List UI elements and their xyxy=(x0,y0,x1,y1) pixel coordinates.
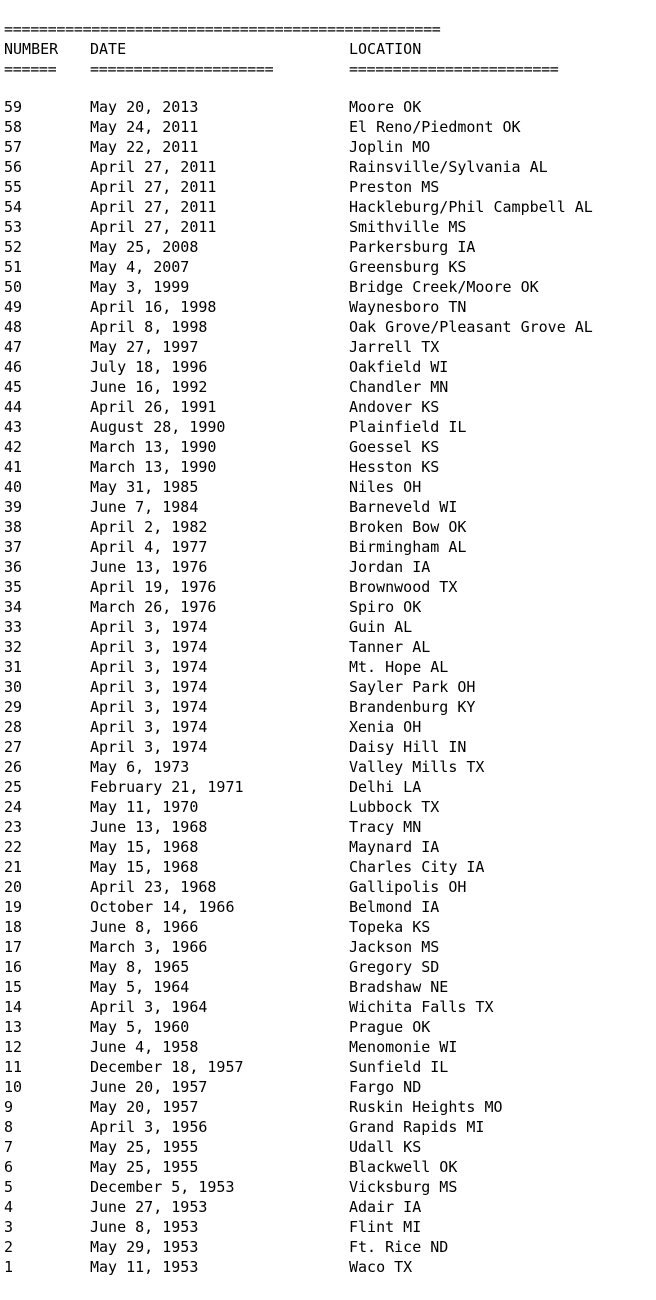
row-location: Flint MI xyxy=(349,1218,422,1236)
row-date: May 31, 1985 xyxy=(90,478,199,496)
row-date: June 13, 1976 xyxy=(90,558,208,576)
row-date: May 5, 1964 xyxy=(90,978,190,996)
row-location: Bradshaw NE xyxy=(349,978,449,996)
row-location: Udall KS xyxy=(349,1138,422,1156)
row-date: March 3, 1966 xyxy=(90,938,208,956)
row-location: Sunfield IL xyxy=(349,1058,449,1076)
table-row xyxy=(4,617,652,637)
row-number: 30 xyxy=(4,678,23,696)
row-number: 1 xyxy=(4,1258,14,1276)
row-date: May 4, 2007 xyxy=(90,258,190,276)
row-number: 35 xyxy=(4,578,23,596)
row-number: 48 xyxy=(4,318,23,336)
table-row xyxy=(4,117,652,137)
row-number: 44 xyxy=(4,398,23,416)
top-separator-line xyxy=(4,19,652,39)
row-location: Vicksburg MS xyxy=(349,1178,458,1196)
row-number: 47 xyxy=(4,338,23,356)
row-number: 17 xyxy=(4,938,23,956)
row-number: 25 xyxy=(4,778,23,796)
row-number: 14 xyxy=(4,998,23,1016)
row-location: Andover KS xyxy=(349,398,440,416)
table-row xyxy=(4,637,652,657)
row-date: June 7, 1984 xyxy=(90,498,199,516)
row-date: May 22, 2011 xyxy=(90,138,199,156)
row-date: April 3, 1974 xyxy=(90,658,208,676)
row-date: June 16, 1992 xyxy=(90,378,208,396)
row-location: Barneveld WI xyxy=(349,498,458,516)
table-row xyxy=(4,657,652,677)
header-date: DATE xyxy=(90,40,127,58)
table-row xyxy=(4,1117,652,1137)
row-location: Oakfield WI xyxy=(349,358,449,376)
table-row xyxy=(4,297,652,317)
row-location: Wichita Falls TX xyxy=(349,998,494,1016)
table-row xyxy=(4,437,652,457)
row-date: June 4, 1958 xyxy=(90,1038,199,1056)
row-date: May 29, 1953 xyxy=(90,1238,199,1256)
row-number: 46 xyxy=(4,358,23,376)
row-number: 5 xyxy=(4,1178,14,1196)
table-row xyxy=(4,217,652,237)
table-row xyxy=(4,937,652,957)
row-date: April 3, 1974 xyxy=(90,678,208,696)
row-date: December 18, 1957 xyxy=(90,1058,244,1076)
row-location: Waco TX xyxy=(349,1258,413,1276)
row-date: April 3, 1974 xyxy=(90,638,208,656)
row-number: 20 xyxy=(4,878,23,896)
row-location: Rainsville/Sylvania AL xyxy=(349,158,548,176)
table-row xyxy=(4,417,652,437)
table-row xyxy=(4,1137,652,1157)
row-number: 45 xyxy=(4,378,23,396)
table-row xyxy=(4,177,652,197)
row-number: 16 xyxy=(4,958,23,976)
table-row xyxy=(4,357,652,377)
row-number: 4 xyxy=(4,1198,14,1216)
row-number: 9 xyxy=(4,1098,14,1116)
row-date: May 24, 2011 xyxy=(90,118,199,136)
row-location: Lubbock TX xyxy=(349,798,440,816)
row-date: June 8, 1966 xyxy=(90,918,199,936)
row-number: 59 xyxy=(4,98,23,116)
table-row xyxy=(4,1197,652,1217)
table-row xyxy=(4,1177,652,1197)
table-row xyxy=(4,197,652,217)
row-number: 21 xyxy=(4,858,23,876)
row-date: August 28, 1990 xyxy=(90,418,226,436)
table-row xyxy=(4,1037,652,1057)
table-row xyxy=(4,557,652,577)
row-number: 55 xyxy=(4,178,23,196)
row-number: 10 xyxy=(4,1078,23,1096)
row-location: Hackleburg/Phil Campbell AL xyxy=(349,198,593,216)
row-date: May 6, 1973 xyxy=(90,758,190,776)
table-row xyxy=(4,1237,652,1257)
row-location: Xenia OH xyxy=(349,718,422,736)
row-location: Chandler MN xyxy=(349,378,449,396)
row-location: Hesston KS xyxy=(349,458,440,476)
row-date: May 25, 2008 xyxy=(90,238,199,256)
row-date: May 5, 1960 xyxy=(90,1018,190,1036)
blank-line xyxy=(4,79,652,97)
table-row xyxy=(4,537,652,557)
row-number: 52 xyxy=(4,238,23,256)
row-date: May 11, 1970 xyxy=(90,798,199,816)
table-row xyxy=(4,777,652,797)
row-number: 42 xyxy=(4,438,23,456)
row-location: Jarrell TX xyxy=(349,338,440,356)
row-number: 39 xyxy=(4,498,23,516)
row-date: April 23, 1968 xyxy=(90,878,217,896)
row-number: 49 xyxy=(4,298,23,316)
row-location: Adair IA xyxy=(349,1198,422,1216)
table-row xyxy=(4,237,652,257)
table-row xyxy=(4,337,652,357)
row-number: 22 xyxy=(4,838,23,856)
row-location: Prague OK xyxy=(349,1018,431,1036)
row-location: Brownwood TX xyxy=(349,578,458,596)
row-location: Oak Grove/Pleasant Grove AL xyxy=(349,318,593,336)
row-location: Tracy MN xyxy=(349,818,422,836)
table-row xyxy=(4,457,652,477)
row-date: April 27, 2011 xyxy=(90,218,217,236)
row-number: 23 xyxy=(4,818,23,836)
tornado-list xyxy=(4,97,652,1277)
header-row xyxy=(4,39,652,59)
table-row xyxy=(4,677,652,697)
row-location: Preston MS xyxy=(349,178,440,196)
header-location: LOCATION xyxy=(349,40,422,58)
row-number: 41 xyxy=(4,458,23,476)
row-number: 43 xyxy=(4,418,23,436)
table-row xyxy=(4,317,652,337)
row-number: 8 xyxy=(4,1118,14,1136)
row-location: Daisy Hill IN xyxy=(349,738,467,756)
row-date: April 3, 1964 xyxy=(90,998,208,1016)
row-date: May 20, 1957 xyxy=(90,1098,199,1116)
table-row xyxy=(4,257,652,277)
table-row xyxy=(4,857,652,877)
table-row xyxy=(4,137,652,157)
row-number: 50 xyxy=(4,278,23,296)
row-number: 27 xyxy=(4,738,23,756)
row-location: Parkersburg IA xyxy=(349,238,476,256)
row-date: April 27, 2011 xyxy=(90,158,217,176)
table-row xyxy=(4,757,652,777)
row-location: Delhi LA xyxy=(349,778,422,796)
row-date: June 20, 1957 xyxy=(90,1078,208,1096)
table-row xyxy=(4,977,652,997)
row-number: 54 xyxy=(4,198,23,216)
table-row xyxy=(4,1257,652,1277)
row-location: Bridge Creek/Moore OK xyxy=(349,278,539,296)
header-number: NUMBER xyxy=(4,40,59,58)
date-underline: ===================== xyxy=(90,60,274,78)
top-rule: ================================================== xyxy=(4,20,441,38)
table-row xyxy=(4,997,652,1017)
row-number: 31 xyxy=(4,658,23,676)
row-location: Menomonie WI xyxy=(349,1038,458,1056)
row-date: May 15, 1968 xyxy=(90,858,199,876)
table-row xyxy=(4,277,652,297)
text-document xyxy=(4,19,652,1277)
row-location: Blackwell OK xyxy=(349,1158,458,1176)
table-row xyxy=(4,957,652,977)
table-row xyxy=(4,157,652,177)
row-number: 26 xyxy=(4,758,23,776)
table-row xyxy=(4,1157,652,1177)
row-date: April 3, 1956 xyxy=(90,1118,208,1136)
row-location: Niles OH xyxy=(349,478,422,496)
row-location: Grand Rapids MI xyxy=(349,1118,485,1136)
row-location: Charles City IA xyxy=(349,858,485,876)
row-number: 18 xyxy=(4,918,23,936)
row-location: Spiro OK xyxy=(349,598,422,616)
row-date: April 3, 1974 xyxy=(90,698,208,716)
row-date: April 4, 1977 xyxy=(90,538,208,556)
row-date: May 27, 1997 xyxy=(90,338,199,356)
table-row xyxy=(4,1217,652,1237)
row-number: 19 xyxy=(4,898,23,916)
table-row xyxy=(4,577,652,597)
table-row xyxy=(4,1077,652,1097)
row-number: 28 xyxy=(4,718,23,736)
row-number: 12 xyxy=(4,1038,23,1056)
row-date: May 20, 2013 xyxy=(90,98,199,116)
row-location: Jordan IA xyxy=(349,558,431,576)
row-date: December 5, 1953 xyxy=(90,1178,235,1196)
row-date: May 3, 1999 xyxy=(90,278,190,296)
row-location: Waynesboro TN xyxy=(349,298,467,316)
table-row xyxy=(4,477,652,497)
row-location: Gallipolis OH xyxy=(349,878,467,896)
row-location: Joplin MO xyxy=(349,138,431,156)
table-row xyxy=(4,837,652,857)
row-number: 58 xyxy=(4,118,23,136)
row-date: April 2, 1982 xyxy=(90,518,208,536)
row-location: Ft. Rice ND xyxy=(349,1238,449,1256)
row-location: Goessel KS xyxy=(349,438,440,456)
table-row xyxy=(4,497,652,517)
row-location: Jackson MS xyxy=(349,938,440,956)
row-location: El Reno/Piedmont OK xyxy=(349,118,521,136)
row-date: April 27, 2011 xyxy=(90,178,217,196)
table-row xyxy=(4,377,652,397)
row-date: April 26, 1991 xyxy=(90,398,217,416)
row-date: April 16, 1998 xyxy=(90,298,217,316)
row-date: May 25, 1955 xyxy=(90,1158,199,1176)
row-date: April 3, 1974 xyxy=(90,718,208,736)
row-number: 3 xyxy=(4,1218,14,1236)
table-row xyxy=(4,717,652,737)
table-row xyxy=(4,397,652,417)
table-row xyxy=(4,1017,652,1037)
row-location: Maynard IA xyxy=(349,838,440,856)
row-date: May 25, 1955 xyxy=(90,1138,199,1156)
row-number: 6 xyxy=(4,1158,14,1176)
row-location: Plainfield IL xyxy=(349,418,467,436)
table-row xyxy=(4,697,652,717)
row-number: 11 xyxy=(4,1058,23,1076)
row-date: June 8, 1953 xyxy=(90,1218,199,1236)
table-row xyxy=(4,917,652,937)
row-date: April 19, 1976 xyxy=(90,578,217,596)
row-number: 40 xyxy=(4,478,23,496)
row-location: Greensburg KS xyxy=(349,258,467,276)
table-row xyxy=(4,797,652,817)
row-number: 33 xyxy=(4,618,23,636)
row-date: April 3, 1974 xyxy=(90,738,208,756)
row-date: May 15, 1968 xyxy=(90,838,199,856)
row-number: 32 xyxy=(4,638,23,656)
table-row xyxy=(4,1097,652,1117)
row-location: Belmond IA xyxy=(349,898,440,916)
row-number: 56 xyxy=(4,158,23,176)
row-date: October 14, 1966 xyxy=(90,898,235,916)
row-date: March 26, 1976 xyxy=(90,598,217,616)
row-date: April 8, 1998 xyxy=(90,318,208,336)
row-location: Fargo ND xyxy=(349,1078,422,1096)
row-date: May 8, 1965 xyxy=(90,958,190,976)
row-date: June 13, 1968 xyxy=(90,818,208,836)
row-location: Tanner AL xyxy=(349,638,431,656)
row-location: Sayler Park OH xyxy=(349,678,476,696)
row-location: Smithville MS xyxy=(349,218,467,236)
table-row xyxy=(4,737,652,757)
row-number: 38 xyxy=(4,518,23,536)
row-date: February 21, 1971 xyxy=(90,778,244,796)
row-number: 36 xyxy=(4,558,23,576)
row-location: Gregory SD xyxy=(349,958,440,976)
row-date: July 18, 1996 xyxy=(90,358,208,376)
table-row xyxy=(4,817,652,837)
row-number: 34 xyxy=(4,598,23,616)
row-location: Moore OK xyxy=(349,98,422,116)
row-date: April 27, 2011 xyxy=(90,198,217,216)
row-number: 2 xyxy=(4,1238,14,1256)
row-location: Topeka KS xyxy=(349,918,431,936)
row-location: Broken Bow OK xyxy=(349,518,467,536)
row-date: May 11, 1953 xyxy=(90,1258,199,1276)
row-location: Birmingham AL xyxy=(349,538,467,556)
row-number: 7 xyxy=(4,1138,14,1156)
table-row xyxy=(4,1057,652,1077)
number-underline: ====== xyxy=(4,60,57,78)
row-number: 13 xyxy=(4,1018,23,1036)
row-date: March 13, 1990 xyxy=(90,458,217,476)
table-row xyxy=(4,97,652,117)
header-underline-row xyxy=(4,59,652,79)
row-number: 15 xyxy=(4,978,23,996)
table-row xyxy=(4,877,652,897)
row-number: 29 xyxy=(4,698,23,716)
row-date: April 3, 1974 xyxy=(90,618,208,636)
location-underline: ======================== xyxy=(349,60,559,78)
row-date: March 13, 1990 xyxy=(90,438,217,456)
row-number: 57 xyxy=(4,138,23,156)
row-number: 37 xyxy=(4,538,23,556)
row-date: June 27, 1953 xyxy=(90,1198,208,1216)
table-row xyxy=(4,517,652,537)
table-row xyxy=(4,897,652,917)
row-location: Valley Mills TX xyxy=(349,758,485,776)
row-location: Guin AL xyxy=(349,618,413,636)
row-number: 24 xyxy=(4,798,23,816)
row-location: Mt. Hope AL xyxy=(349,658,449,676)
row-number: 53 xyxy=(4,218,23,236)
row-number: 51 xyxy=(4,258,23,276)
table-row xyxy=(4,597,652,617)
row-location: Brandenburg KY xyxy=(349,698,476,716)
row-location: Ruskin Heights MO xyxy=(349,1098,503,1116)
